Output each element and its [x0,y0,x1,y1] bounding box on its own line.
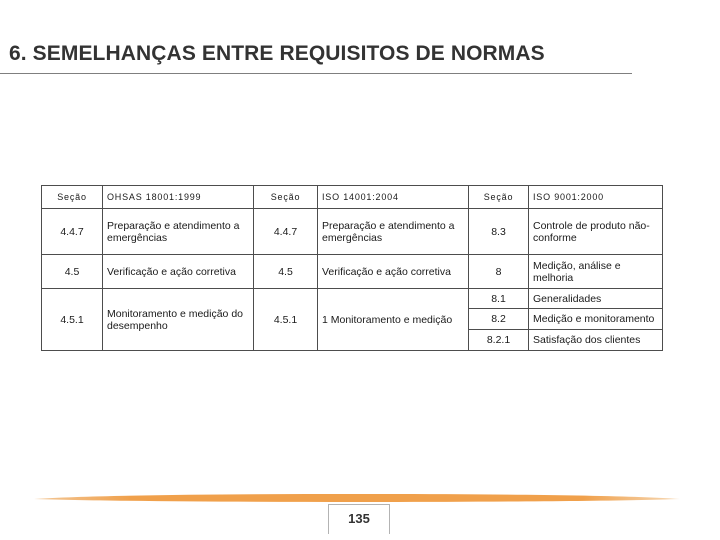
cell-iso9001-requirement: Generalidades [529,289,663,309]
cell-iso14001-section: 4.4.7 [254,209,318,255]
table-header-row [42,186,663,209]
table-row [42,209,663,255]
table-row [42,289,663,309]
cell-iso9001-requirement: Controle de produto não-conforme [529,209,663,255]
title-divider [0,73,632,74]
header-secao-iso9001: Seção [469,186,529,209]
cell-ohsas-section: 4.4.7 [42,209,103,255]
header-ohsas: OHSAS 18001:1999 [103,186,254,209]
header-iso9001: ISO 9001:2000 [529,186,663,209]
page-number: 135 [328,504,390,534]
cell-ohsas-section: 4.5 [42,255,103,289]
cell-iso14001-requirement: Verificação e ação corretiva [318,255,469,289]
cell-ohsas-requirement: Monitoramento e medição do desempenho [103,289,254,351]
cell-iso14001-requirement: 1 Monitoramento e medição [318,289,469,351]
table-row [42,255,663,289]
cell-iso9001-requirement: Medição e monitoramento [529,309,663,330]
cell-iso9001-section: 8.3 [469,209,529,255]
cell-iso14001-section: 4.5 [254,255,318,289]
cell-ohsas-section: 4.5.1 [42,289,103,351]
header-secao-ohsas: Seção [42,186,103,209]
cell-iso9001-requirement: Satisfação dos clientes [529,330,663,351]
header-secao-iso14001: Seção [254,186,318,209]
footer-accent-bar [34,494,680,502]
cell-ohsas-requirement: Verificação e ação corretiva [103,255,254,289]
cell-iso9001-requirement: Medição, análise e melhoria [529,255,663,289]
cell-ohsas-requirement: Preparação e atendimento a emergências [103,209,254,255]
cell-iso9001-section: 8.2.1 [469,330,529,351]
norms-comparison-table [41,185,663,351]
cell-iso14001-section: 4.5.1 [254,289,318,351]
cell-iso9001-section: 8.1 [469,289,529,309]
cell-iso9001-section: 8.2 [469,309,529,330]
cell-iso9001-section: 8 [469,255,529,289]
header-iso14001: ISO 14001:2004 [318,186,469,209]
slide-title: 6. SEMELHANÇAS ENTRE REQUISITOS DE NORMAS [9,42,545,65]
cell-iso14001-requirement: Preparação e atendimento a emergências [318,209,469,255]
